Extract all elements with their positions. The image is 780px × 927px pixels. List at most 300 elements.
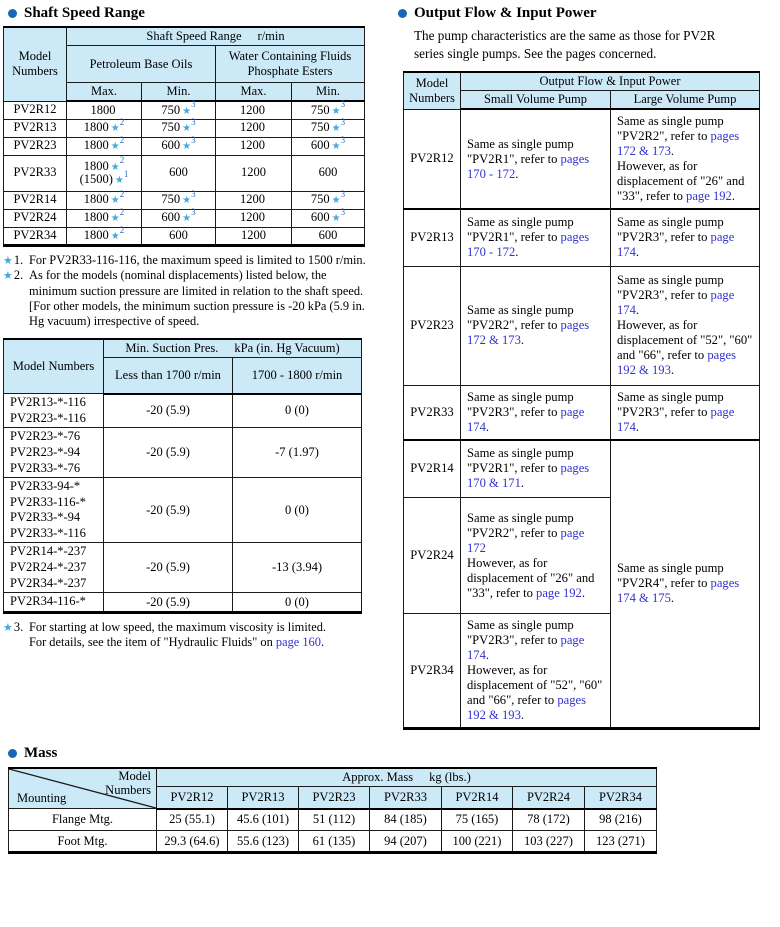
model-cell <box>4 543 104 593</box>
model-cell: PV2R12 <box>404 109 461 209</box>
paragraph <box>617 114 753 159</box>
page-link[interactable]: page 192 <box>686 189 732 204</box>
page-link[interactable]: pages 192 & 193 <box>467 693 587 723</box>
text: . <box>731 189 735 204</box>
value: 750 <box>310 192 330 207</box>
star-icon: ★ <box>3 270 13 283</box>
table-row <box>404 72 760 91</box>
text: . <box>635 419 640 434</box>
speed-range-header: Less than 1700 r/min <box>104 358 233 394</box>
footnote-number: 3 <box>340 117 346 128</box>
text: . <box>485 419 490 434</box>
mass-section <box>8 745 668 854</box>
footnotes <box>3 253 368 330</box>
star-icon: ★ <box>3 254 13 267</box>
value: 1200 <box>240 192 265 207</box>
section-title-text: Shaft Speed Range <box>24 5 145 21</box>
header-text: Numbers <box>105 782 151 797</box>
bullet-icon <box>8 749 17 758</box>
model-number: PV2R23-*-76 <box>10 429 81 444</box>
model-cell <box>4 428 104 478</box>
value: 1800 <box>83 138 109 153</box>
output-flow-table <box>403 71 760 731</box>
mass-cell: 98 (216) <box>585 809 657 831</box>
value: 600 <box>318 165 338 180</box>
footnote-paragraph: As for the models (nominal displacements) listed below, the minimum suction pressure are limited in relation to the shaft speed. <box>29 268 364 298</box>
table-row <box>404 209 760 266</box>
unit-label: r/min <box>257 29 285 43</box>
intro-paragraph <box>414 27 773 63</box>
mounting-label: Foot Mtg. <box>9 831 157 853</box>
model-number: PV2R33-94-* <box>10 479 81 494</box>
max-header: Max. <box>67 83 142 102</box>
model-number: PV2R14-*-237 <box>10 544 87 559</box>
model-number: PV2R34-116-* <box>10 594 86 609</box>
footnote-2 <box>3 268 368 330</box>
mass-cell: 123 (271) <box>585 831 657 853</box>
value: 1800 <box>83 120 109 135</box>
unit-label: kg (lbs.) <box>429 770 471 784</box>
speed-cell <box>142 227 216 245</box>
pressure-cell: -20 (5.9) <box>104 394 233 428</box>
paragraph <box>467 556 604 601</box>
header-text: Numbers <box>12 64 58 79</box>
page-link[interactable]: pages 172 & 173 <box>467 318 590 348</box>
value: 1800 <box>83 158 109 173</box>
text: . <box>670 591 675 606</box>
table-row <box>4 593 362 613</box>
table-row <box>9 831 657 853</box>
footnote-paragraph: [For other models, the minimum suction pressure is -20 kPa (5.9 in. Hg vacuum) irrespective of speed. <box>29 298 365 329</box>
paragraph <box>467 618 604 663</box>
section-title-mass <box>8 745 668 762</box>
star-icon: ★ <box>110 141 120 153</box>
text: Same as single pump "PV2R3", refer to <box>467 618 574 648</box>
table-row <box>4 27 365 46</box>
speed-cell <box>292 155 365 191</box>
value: 750 <box>161 192 181 207</box>
footnote-number: 3 <box>191 99 196 110</box>
star-icon: ★ <box>331 105 341 117</box>
table-row <box>404 385 760 440</box>
speed-cell <box>292 119 365 137</box>
text: Same as single pump "PV2R1", refer to <box>467 446 574 476</box>
page-link[interactable]: page 192 <box>536 585 582 600</box>
description-cell <box>461 385 611 440</box>
intro-line: The pump characteristics are the same as those for PV2R <box>414 28 716 43</box>
header-text: Model <box>18 49 52 64</box>
paragraph <box>617 390 753 435</box>
petroleum-oils-header <box>67 46 216 83</box>
text: Same as single pump "PV2R3", refer to <box>617 389 724 419</box>
description-cell <box>611 209 760 266</box>
footnote-number: 3 <box>340 135 346 146</box>
speed-cell <box>67 137 142 155</box>
footnote-text <box>29 620 368 651</box>
min-header: Min. <box>142 83 216 102</box>
table-row <box>4 339 362 358</box>
speed-cell <box>292 209 365 227</box>
model-column-header: PV2R24 <box>513 787 585 809</box>
model-number: PV2R33-*-76 <box>10 460 81 475</box>
pressure-cell: 0 (0) <box>233 394 362 428</box>
value: 750 <box>310 102 330 117</box>
footnote-number: 3 <box>340 99 346 110</box>
footnote-number: 2 <box>119 155 125 166</box>
footnote-3 <box>3 620 368 651</box>
pressure-cell: -7 (1.97) <box>233 428 362 478</box>
text: Same as single pump "PV2R2", refer to <box>617 114 724 144</box>
value: 1800 <box>83 210 109 225</box>
star-icon: ★ <box>182 195 192 207</box>
table-row <box>4 155 365 191</box>
speed-cell <box>292 227 365 245</box>
model-numbers-header: Model Numbers <box>4 339 104 394</box>
paragraph <box>617 273 753 318</box>
star-icon: ★ <box>331 213 341 225</box>
model-number: PV2R33-116-* <box>10 494 86 509</box>
value: 750 <box>161 102 181 117</box>
speed-cell <box>216 119 292 137</box>
mass-cell: 84 (185) <box>370 809 442 831</box>
footnote-marker <box>3 253 29 269</box>
pressure-cell: 0 (0) <box>233 593 362 613</box>
model-cell: PV2R24 <box>404 498 461 614</box>
model-cell: PV2R33 <box>4 155 67 191</box>
model-column-header: PV2R12 <box>157 787 228 809</box>
model-cell: PV2R23 <box>404 266 461 385</box>
page-link[interactable]: pages 174 & 175 <box>617 576 740 606</box>
right-column <box>398 5 773 730</box>
pressure-cell: -20 (5.9) <box>104 593 233 613</box>
speed-cell <box>216 155 292 191</box>
model-cell <box>4 478 104 543</box>
footnote-marker <box>3 268 29 330</box>
table-row <box>4 227 365 245</box>
water-fluids-header <box>216 46 365 83</box>
footnote-marker <box>3 620 29 651</box>
paragraph <box>617 318 753 378</box>
value: 600 <box>161 138 181 153</box>
speed-cell <box>142 191 216 209</box>
page-link[interactable]: page 174 <box>617 230 735 260</box>
table-row <box>9 768 657 787</box>
text: However, as for displacement of "52", "60" and "66", refer to <box>617 318 753 363</box>
table-row <box>404 440 760 498</box>
value: 600 <box>310 210 330 225</box>
mass-cell: 29.3 (64.6) <box>157 831 228 853</box>
text: . <box>320 635 325 650</box>
description-cell <box>611 385 760 440</box>
bullet-icon <box>398 9 407 18</box>
text: . <box>670 144 675 159</box>
table-row <box>4 191 365 209</box>
model-cell: PV2R13 <box>404 209 461 266</box>
page-link[interactable]: page 174 <box>467 633 585 663</box>
footnote-number: 2 <box>119 207 125 218</box>
value: 1200 <box>241 227 266 242</box>
description-cell <box>461 109 611 209</box>
page-link[interactable]: page 160 <box>275 635 321 650</box>
star-icon: ★ <box>114 175 124 186</box>
star-icon: ★ <box>182 141 192 153</box>
speed-cell <box>142 101 216 119</box>
value: 600 <box>161 210 181 225</box>
model-column-header: PV2R14 <box>442 787 513 809</box>
small-volume-header: Small Volume Pump <box>461 90 611 109</box>
diag-label-model-numbers <box>105 770 151 797</box>
span-header <box>104 339 362 358</box>
paragraph <box>467 390 604 435</box>
table-row <box>4 101 365 119</box>
speed-cell <box>292 191 365 209</box>
value: 1200 <box>240 210 265 225</box>
speed-cell <box>216 137 292 155</box>
footnote-number: 1 <box>123 168 129 179</box>
model-numbers-header <box>4 27 67 101</box>
speed-range-header: 1700 - 1800 r/min <box>233 358 362 394</box>
header-text: Petroleum Base Oils <box>89 56 193 71</box>
paragraph <box>467 446 604 491</box>
mass-cell: 100 (221) <box>442 831 513 853</box>
star-icon: ★ <box>182 213 192 225</box>
description-cell <box>461 266 611 385</box>
value: 600 <box>310 138 330 153</box>
mass-cell: 75 (165) <box>442 809 513 831</box>
description-cell <box>461 614 611 729</box>
speed-cell <box>67 155 142 191</box>
table-row <box>4 543 362 593</box>
value: 750 <box>310 120 330 135</box>
unit-label: kPa (in. Hg Vacuum) <box>234 340 340 355</box>
value: 1200 <box>240 120 265 135</box>
text: However, as for displacement of "26" and "33", refer to <box>467 555 595 600</box>
mass-cell: 51 (112) <box>299 809 370 831</box>
left-column <box>3 5 368 659</box>
section-title-text: Mass <box>24 745 58 761</box>
span-header <box>67 27 365 46</box>
model-number: PV2R23-*-94 <box>10 444 81 459</box>
header-text: Water Containing Fluids <box>228 49 352 63</box>
text: . <box>635 245 640 260</box>
model-number: PV2R23-*-116 <box>10 410 86 425</box>
diagonal-header-cell <box>9 768 157 809</box>
paragraph <box>467 215 604 260</box>
paragraph <box>467 511 604 556</box>
table-row <box>4 137 365 155</box>
speed-cell <box>216 191 292 209</box>
text: . <box>515 166 519 181</box>
page-link[interactable]: pages 170 - 172 <box>467 151 590 181</box>
description-cell <box>461 440 611 498</box>
table-row <box>4 119 365 137</box>
page-link[interactable]: pages 172 & 173 <box>617 129 740 159</box>
speed-cell <box>142 155 216 191</box>
footnote-number: 3 <box>340 207 346 218</box>
footnote-number: 2 <box>119 117 125 128</box>
star-icon: ★ <box>110 213 120 225</box>
model-numbers-header <box>404 72 461 110</box>
large-volume-header: Large Volume Pump <box>611 90 760 109</box>
text: . <box>520 708 525 723</box>
star-icon: ★ <box>110 195 120 207</box>
text: . <box>520 333 525 348</box>
page-link[interactable]: page 174 <box>617 288 735 318</box>
value: 600 <box>169 227 188 242</box>
speed-cell <box>67 119 142 137</box>
model-number: PV2R13-*-116 <box>10 395 86 410</box>
footnote-number: 3 <box>340 189 346 200</box>
value: 1200 <box>241 165 266 180</box>
speed-cell <box>67 224 142 245</box>
star-icon: ★ <box>331 195 341 207</box>
star-icon: ★ <box>331 123 341 135</box>
page-link[interactable]: pages 170 - 172 <box>467 230 590 260</box>
model-number: PV2R34-*-237 <box>10 575 87 590</box>
star-icon: ★ <box>110 123 120 135</box>
star-icon: ★ <box>331 141 341 153</box>
mass-cell: 103 (227) <box>513 831 585 853</box>
pressure-cell: -13 (3.94) <box>233 543 362 593</box>
model-column-header: PV2R23 <box>299 787 370 809</box>
header-text: Shaft Speed Range <box>146 29 242 43</box>
table-row <box>9 809 657 831</box>
star-icon: ★ <box>3 621 13 634</box>
value: 600 <box>318 227 338 242</box>
page-link[interactable]: page 174 <box>467 404 585 434</box>
min-header: Min. <box>292 83 365 102</box>
footnote-number: 3 <box>191 189 196 200</box>
header-text: Model <box>118 769 151 783</box>
model-cell <box>4 593 104 613</box>
footnote-3-block <box>3 620 368 651</box>
text: Same as single pump "PV2R4", refer to <box>617 561 724 591</box>
intro-line: series single pumps. See the pages concerned. <box>414 45 657 61</box>
footnote-1 <box>3 253 368 269</box>
paragraph <box>617 159 753 204</box>
model-column-header: PV2R13 <box>228 787 299 809</box>
text: Same as single pump "PV2R2", refer to <box>467 303 574 333</box>
description-cell <box>611 266 760 385</box>
header-text: Phosphate Esters <box>247 64 333 78</box>
footnote-text <box>29 268 368 330</box>
value: 1800 <box>83 192 109 207</box>
section-title-output-flow <box>398 5 773 22</box>
value: 600 <box>169 165 188 180</box>
text: Same as single pump "PV2R2", refer to <box>467 510 574 540</box>
model-cell: PV2R23 <box>4 137 67 155</box>
table-row <box>4 394 362 428</box>
model-cell: PV2R24 <box>4 209 67 227</box>
paragraph <box>617 561 753 606</box>
text: Same as single pump "PV2R1", refer to <box>467 136 574 166</box>
footnote-paragraph <box>29 635 368 650</box>
model-number: PV2R33-*-94 <box>10 510 81 525</box>
table-row <box>404 109 760 209</box>
speed-cell <box>292 101 365 119</box>
model-cell: PV2R34 <box>4 227 67 245</box>
star-icon: ★ <box>182 123 192 135</box>
mass-cell: 45.6 (101) <box>228 809 299 831</box>
speed-cell <box>292 137 365 155</box>
value: 1800 <box>90 102 116 117</box>
paragraph <box>467 663 604 723</box>
description-cell <box>461 498 611 614</box>
paragraph <box>467 137 604 182</box>
footnote-text: For PV2R33-116-116, the maximum speed is limited to 1500 r/min. <box>29 252 366 267</box>
footnote-num: 2. <box>13 268 24 283</box>
bullet-icon <box>8 9 17 18</box>
model-column-header: PV2R34 <box>585 787 657 809</box>
description-cell <box>611 109 760 209</box>
page-link[interactable]: page 172 <box>467 525 585 555</box>
mass-cell: 61 (135) <box>299 831 370 853</box>
mass-cell: 55.6 (123) <box>228 831 299 853</box>
section-title-text: Output Flow & Input Power <box>414 5 597 21</box>
page-link[interactable]: pages 192 & 193 <box>617 348 737 378</box>
mass-cell: 25 (55.1) <box>157 809 228 831</box>
speed-cell <box>216 101 292 119</box>
mass-table <box>8 767 657 854</box>
page-link[interactable]: page 174 <box>617 404 735 434</box>
description-cell-merged <box>611 440 760 729</box>
mass-cell: 94 (207) <box>370 831 442 853</box>
span-header <box>157 768 657 787</box>
footnote-number: 2 <box>119 135 125 146</box>
model-cell: PV2R13 <box>4 119 67 137</box>
value: 1800 <box>83 227 109 242</box>
table-row <box>404 266 760 385</box>
table-row <box>4 478 362 543</box>
pressure-cell: -20 (5.9) <box>104 478 233 543</box>
star-icon: ★ <box>110 161 120 173</box>
text: . <box>635 303 640 318</box>
speed-cell <box>67 101 142 119</box>
text: However, as for displacement of "52", "60" and "66", refer to <box>467 663 603 708</box>
page-link[interactable]: pages 170 & 171 <box>467 461 590 491</box>
mass-cell: 78 (172) <box>513 809 585 831</box>
speed-cell <box>67 191 142 209</box>
speed-cell <box>216 227 292 245</box>
footnote-number: 2 <box>119 224 125 235</box>
star-icon: ★ <box>110 230 120 242</box>
header-text: Model <box>415 75 449 90</box>
text: Same as single pump "PV2R3", refer to <box>617 273 724 303</box>
description-cell <box>461 209 611 266</box>
value: 1200 <box>240 138 265 153</box>
text: . <box>520 476 525 491</box>
pressure-cell: 0 (0) <box>233 478 362 543</box>
footnote-paragraph: For starting at low speed, the maximum viscosity is limited. <box>29 619 327 634</box>
speed-cell <box>142 137 216 155</box>
model-number: PV2R24-*-237 <box>10 560 87 575</box>
model-cell: PV2R33 <box>404 385 461 440</box>
table-row <box>4 209 365 227</box>
text: For details, see the item of "Hydraulic Fluids" on <box>29 635 276 650</box>
footnote-number: 3 <box>191 117 196 128</box>
header-text: Approx. Mass <box>342 770 414 784</box>
model-cell: PV2R12 <box>4 101 67 119</box>
footnote-num: 3. <box>13 619 24 634</box>
suction-pressure-table <box>3 338 362 614</box>
model-number: PV2R33-*-116 <box>10 525 86 540</box>
model-cell: PV2R14 <box>404 440 461 498</box>
table-row <box>4 428 362 478</box>
text: . <box>581 585 585 600</box>
mounting-label: Flange Mtg. <box>9 809 157 831</box>
model-column-header: PV2R33 <box>370 787 442 809</box>
paragraph <box>467 303 604 348</box>
